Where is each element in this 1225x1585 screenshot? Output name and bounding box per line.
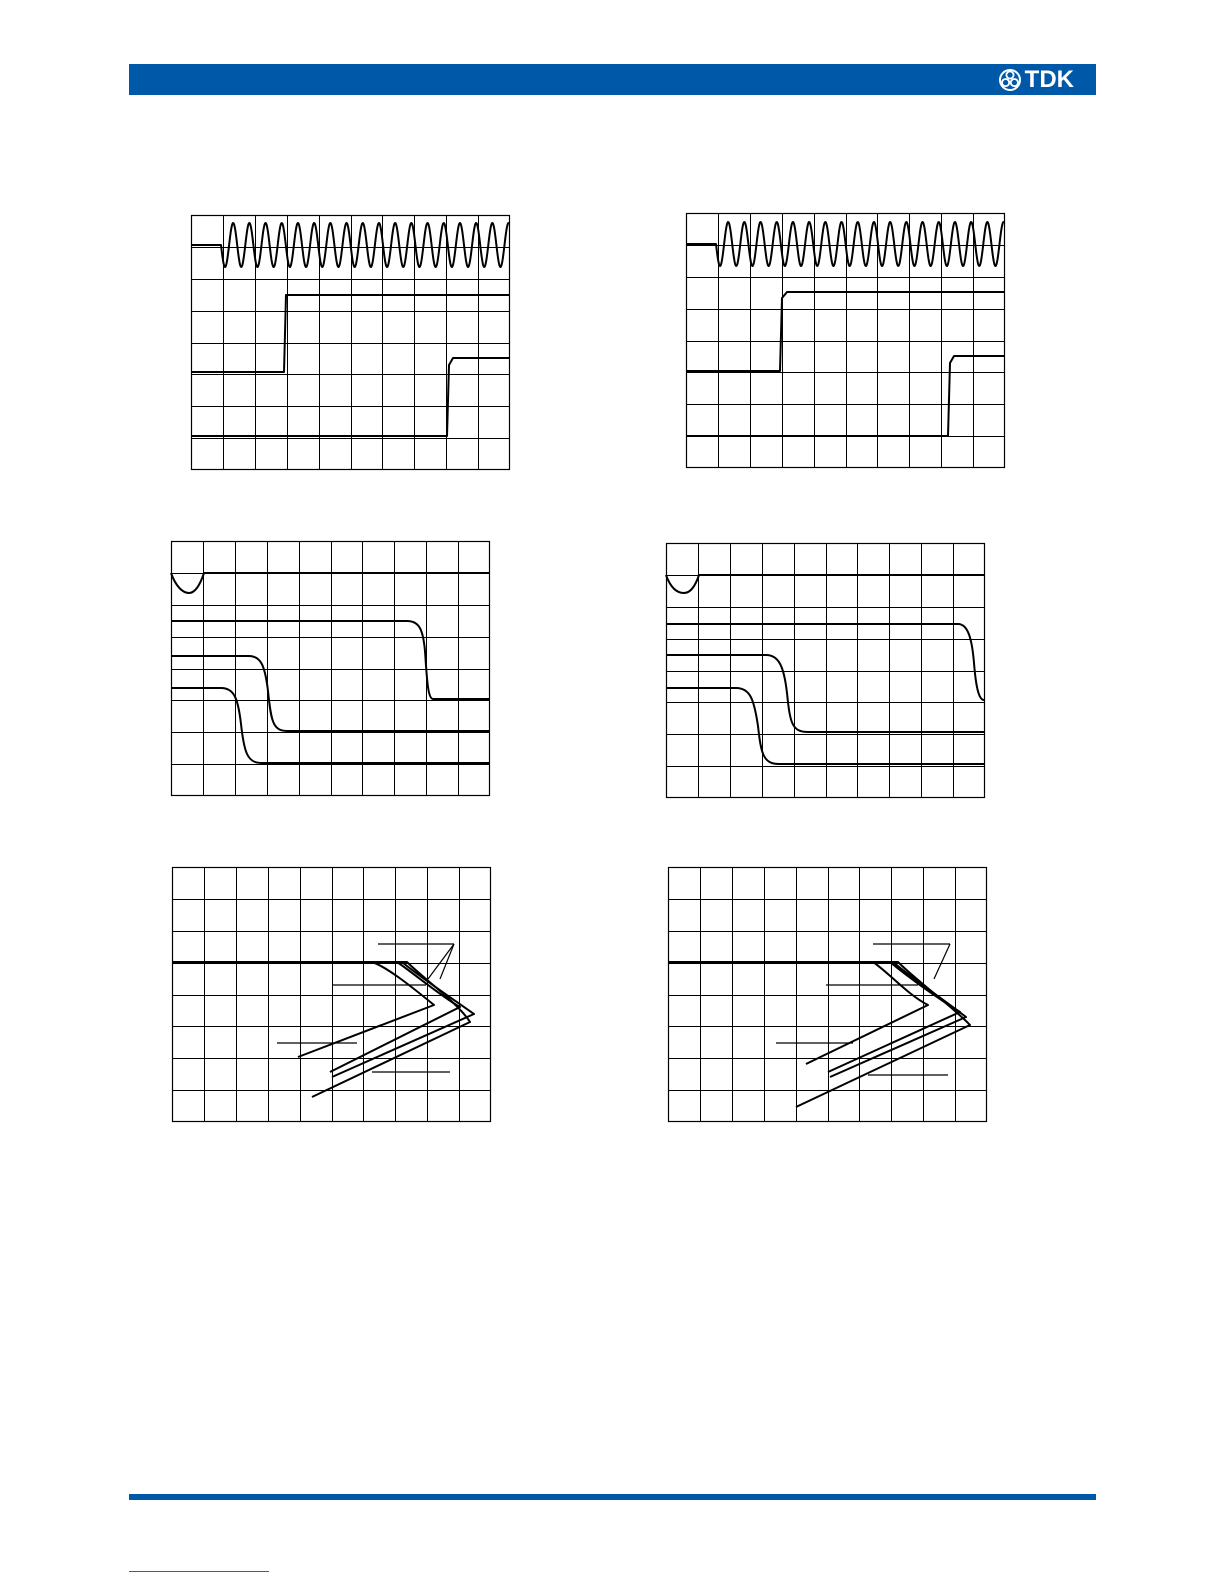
oscillogram-1 (191, 215, 511, 471)
annotation-line-2 (934, 944, 950, 979)
header-bar (129, 64, 1096, 95)
annotation-line-2 (440, 944, 454, 979)
footer-link[interactable] (129, 1571, 269, 1572)
brand-name: TDK (1024, 66, 1074, 93)
grid-lines (171, 541, 490, 796)
grid-lines (668, 867, 987, 1122)
dip-trace (171, 573, 489, 593)
tdk-logo-icon (998, 68, 1022, 92)
oscillogram-4 (666, 543, 986, 799)
decay-trace-3 (666, 688, 984, 764)
step-trace-2 (191, 358, 509, 436)
annotation-line-3 (428, 944, 454, 979)
step-trace-2 (686, 356, 1004, 436)
decay-trace-2 (666, 655, 984, 732)
sine-trace (191, 223, 509, 267)
oscillogram-2 (686, 213, 1006, 469)
curve-1 (668, 962, 928, 1064)
step-trace-1 (191, 295, 509, 372)
step-trace-1 (686, 292, 1004, 371)
curve-2 (172, 962, 460, 1072)
decay-trace-2 (171, 656, 489, 731)
brand-logo[interactable] (998, 67, 1074, 92)
sine-trace (686, 222, 1004, 266)
phase-diagram-2 (668, 867, 988, 1123)
grid-lines (666, 543, 985, 798)
curve-3 (172, 962, 474, 1077)
phase-diagram-1 (172, 867, 492, 1123)
oscillogram-3 (171, 541, 491, 797)
footer-rule (129, 1494, 1096, 1500)
dip-trace (666, 575, 984, 593)
